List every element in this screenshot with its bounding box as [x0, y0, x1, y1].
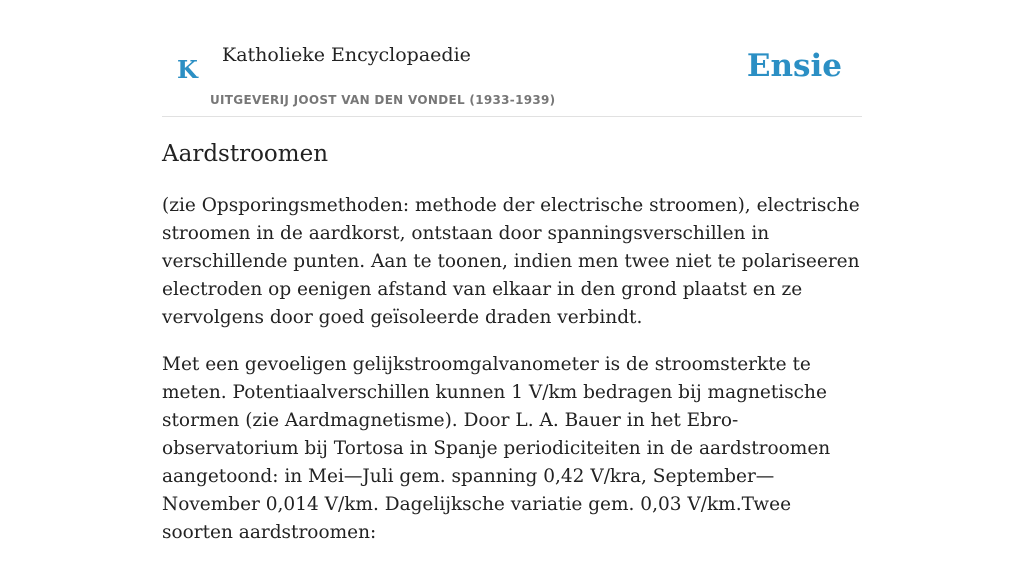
article-paragraph: (zie Opsporingsmethoden: methode der electrische stroomen), electrische stroomen in de aardkorst, ontstaan door spanningsverschillen in verschillende punten. Aan te toonen, indien men twee niet te polariseeren electroden op eenigen afstand van elkaar in den grond plaatst en ze vervolgens door goed geïsoleerde draden verbindt. — [162, 195, 860, 328]
brand-logo[interactable]: Ensie — [746, 48, 842, 84]
publisher-label: UITGEVERIJ JOOST VAN DEN VONDEL (1933-1939) — [210, 93, 556, 107]
article — [162, 138, 862, 566]
source-logo[interactable]: K — [177, 55, 198, 84]
header — [162, 0, 862, 117]
article-title: Aardstroomen — [162, 141, 329, 167]
source-title[interactable]: Katholieke Encyclopaedie — [222, 44, 471, 66]
article-paragraph: Met een gevoeligen gelijkstroomgalvanometer is de stroomsterkte te meten. Potentiaalverschillen kunnen 1 V/km bedragen bij magnetische stormen (zie Aardmagnetisme). Door L. A. Bauer in het Ebro-observatorium bij Tortosa in Spanje periodiciteiten in de aardstroomen aangetoond: in Mei—Juli gem. spanning 0,42 V/kra, September—November 0,014 V/km. Dagelijksche variatie gem. 0,03 V/km.Twee soorten aardstroomen: — [162, 354, 831, 543]
